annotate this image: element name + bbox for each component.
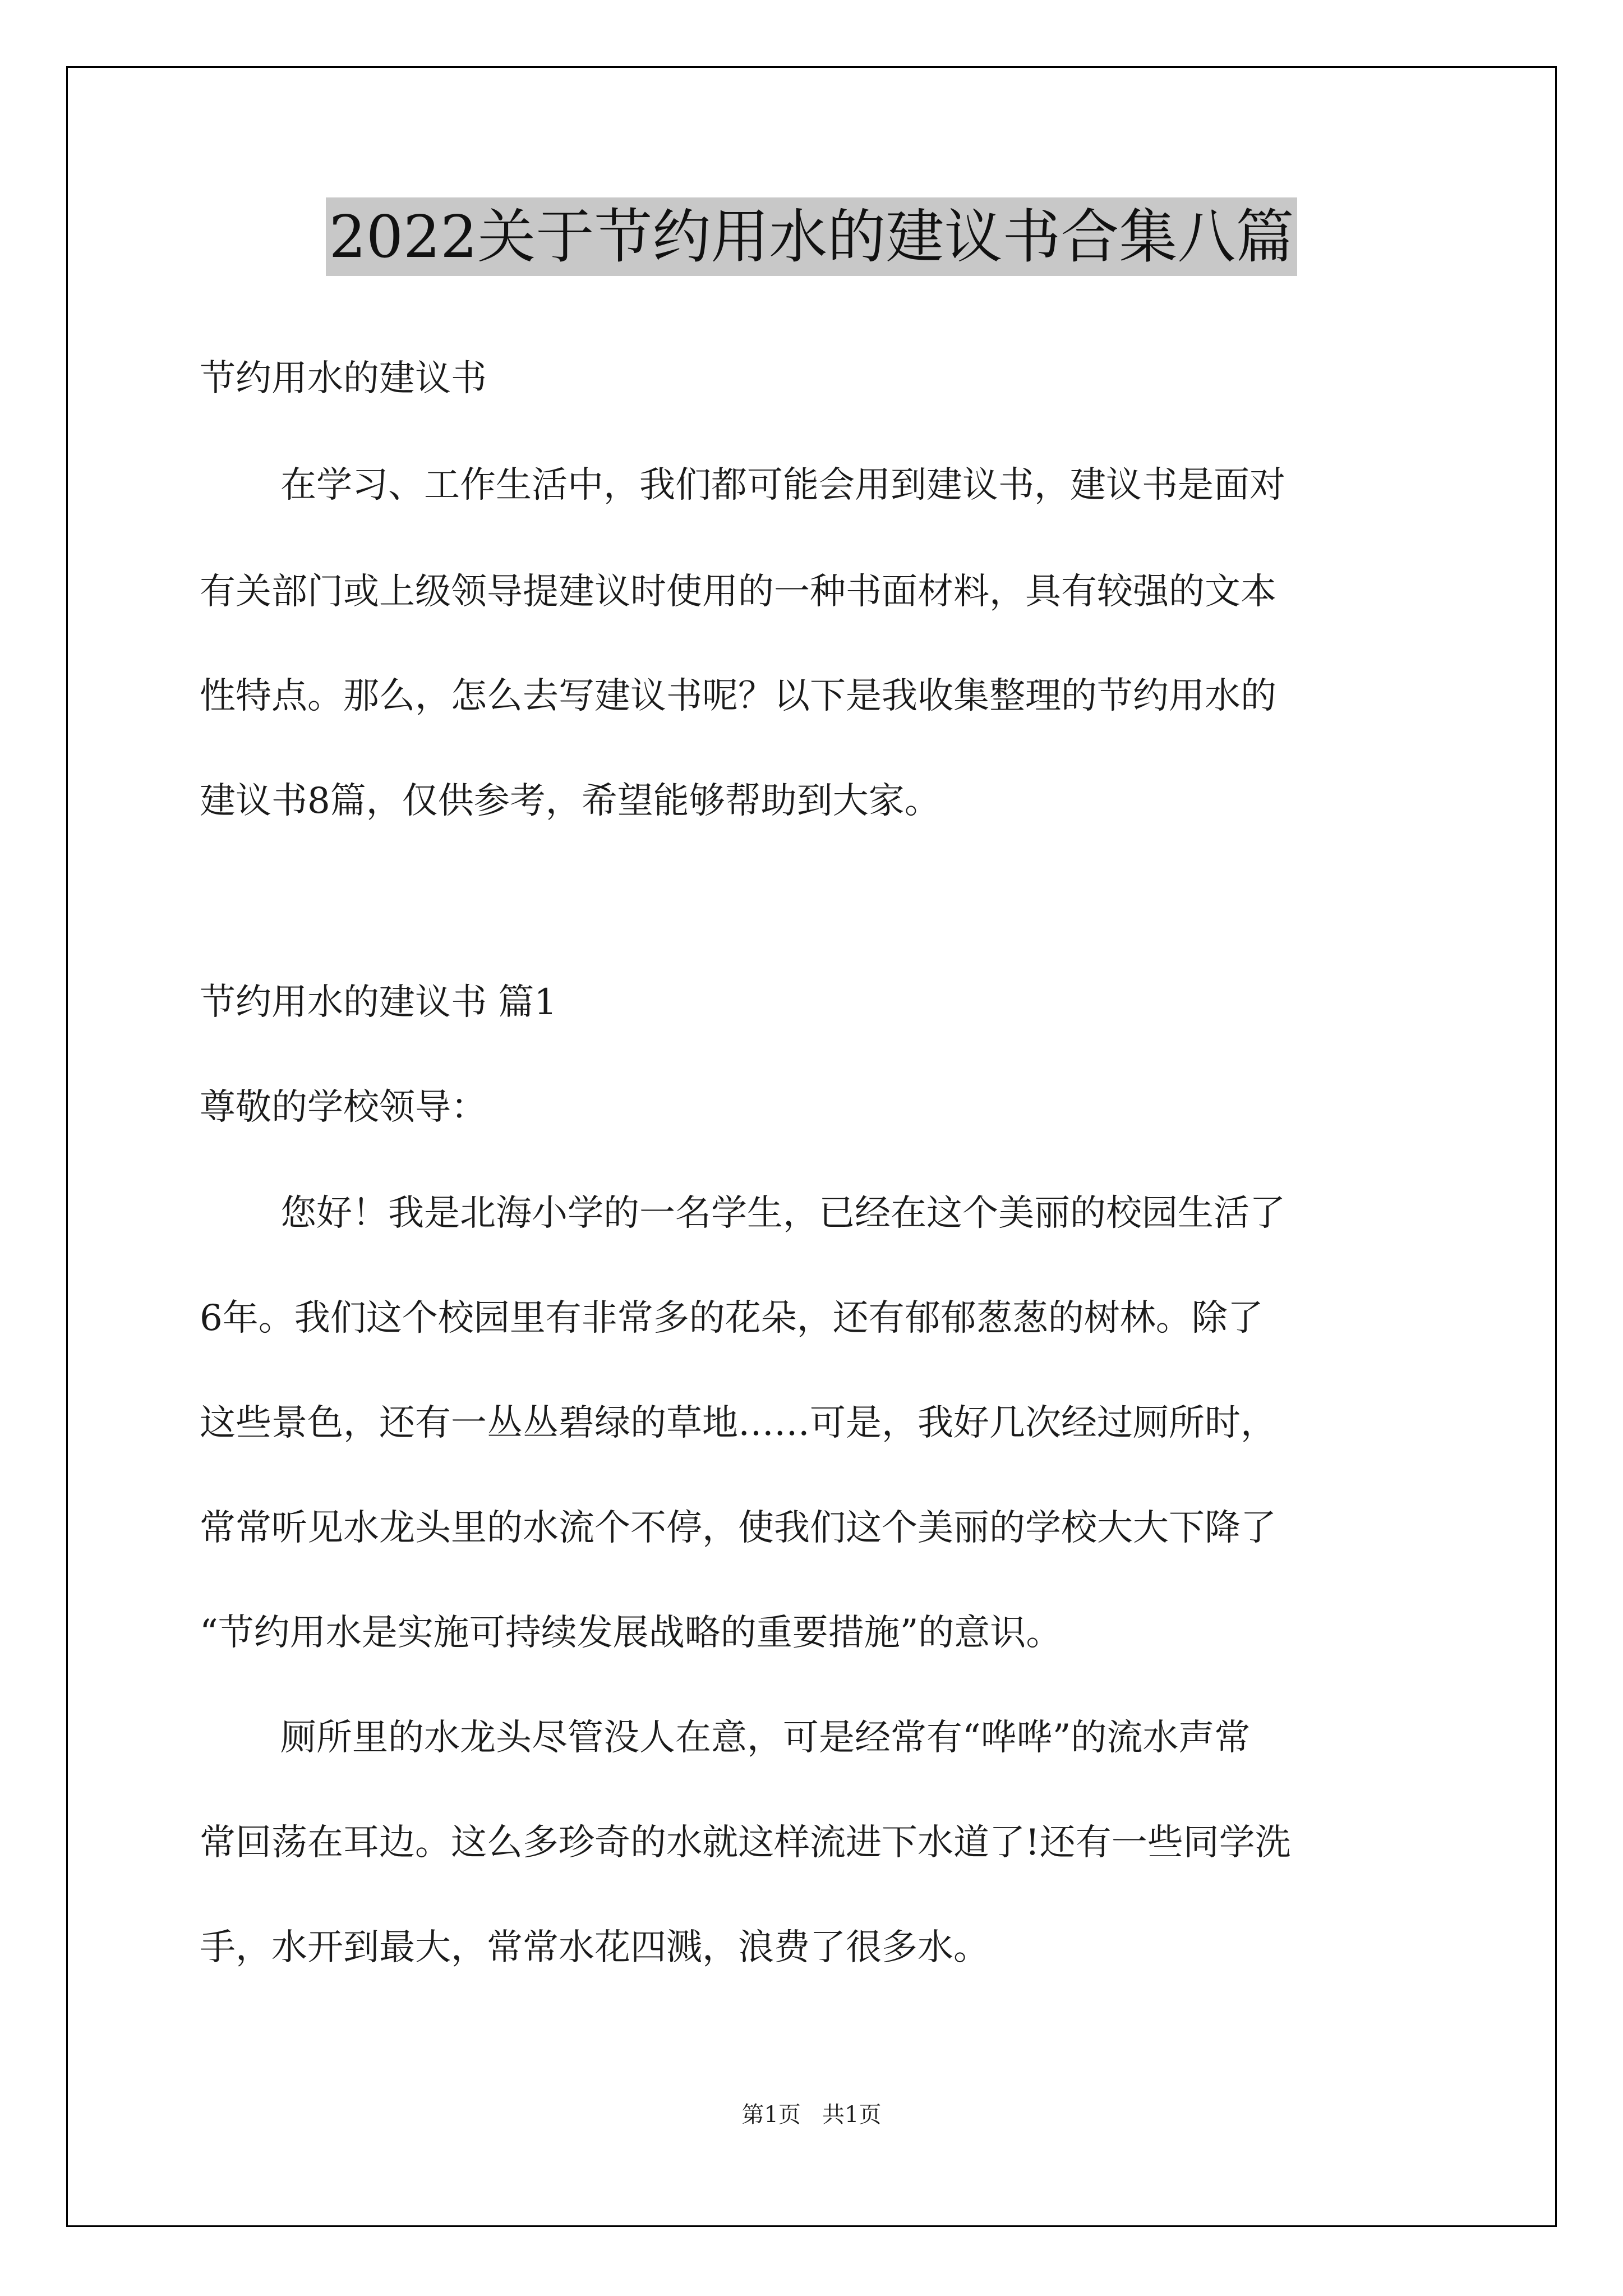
- intro-paragraph-line: 在学习、工作生活中，我们都可能会用到建议书，建议书是面对: [280, 464, 1285, 506]
- title-container: [0, 197, 1623, 276]
- chapter-heading: 节约用水的建议书 篇1: [200, 982, 557, 1023]
- salutation: 尊敬的学校领导：: [200, 1087, 487, 1128]
- letter-paragraph-line: 6年。我们这个校园里有非常多的花朵，还有郁郁葱葱的树林。除了: [200, 1297, 1264, 1339]
- letter-paragraph-line: 手，水开到最大，常常水花四溅，浪费了很多水。: [200, 1927, 989, 1968]
- intro-paragraph-line: 建议书8篇，仅供参考，希望能够帮助到大家。: [200, 780, 940, 822]
- section-heading: 节约用水的建议书: [200, 358, 487, 399]
- letter-paragraph-line: 您好！我是北海小学的一名学生，已经在这个美丽的校园生活了: [280, 1193, 1285, 1234]
- document-title: 2022关于节约用水的建议书合集八篇: [326, 197, 1298, 276]
- letter-paragraph-line: “节约用水是实施可持续发展战略的重要措施”的意识。: [200, 1612, 1062, 1654]
- letter-paragraph-line: 这些景色，还有一丛丛碧绿的草地……可是，我好几次经过厕所时，: [200, 1402, 1276, 1444]
- letter-paragraph-line: 常常听见水龙头里的水流个不停，使我们这个美丽的学校大大下降了: [200, 1507, 1276, 1549]
- intro-paragraph-line: 性特点。那么，怎么去写建议书呢？以下是我收集整理的节约用水的: [200, 675, 1276, 717]
- page-footer: 第1页 共1页: [741, 2102, 882, 2128]
- letter-paragraph-line: 常回荡在耳边。这么多珍奇的水就这样流进下水道了!还有一些同学洗: [200, 1822, 1291, 1864]
- letter-paragraph-line: 厕所里的水龙头尽管没人在意，可是经常有“哗哗”的流水声常: [280, 1717, 1251, 1759]
- intro-paragraph-line: 有关部门或上级领导提建议时使用的一种书面材料，具有较强的文本: [200, 571, 1276, 613]
